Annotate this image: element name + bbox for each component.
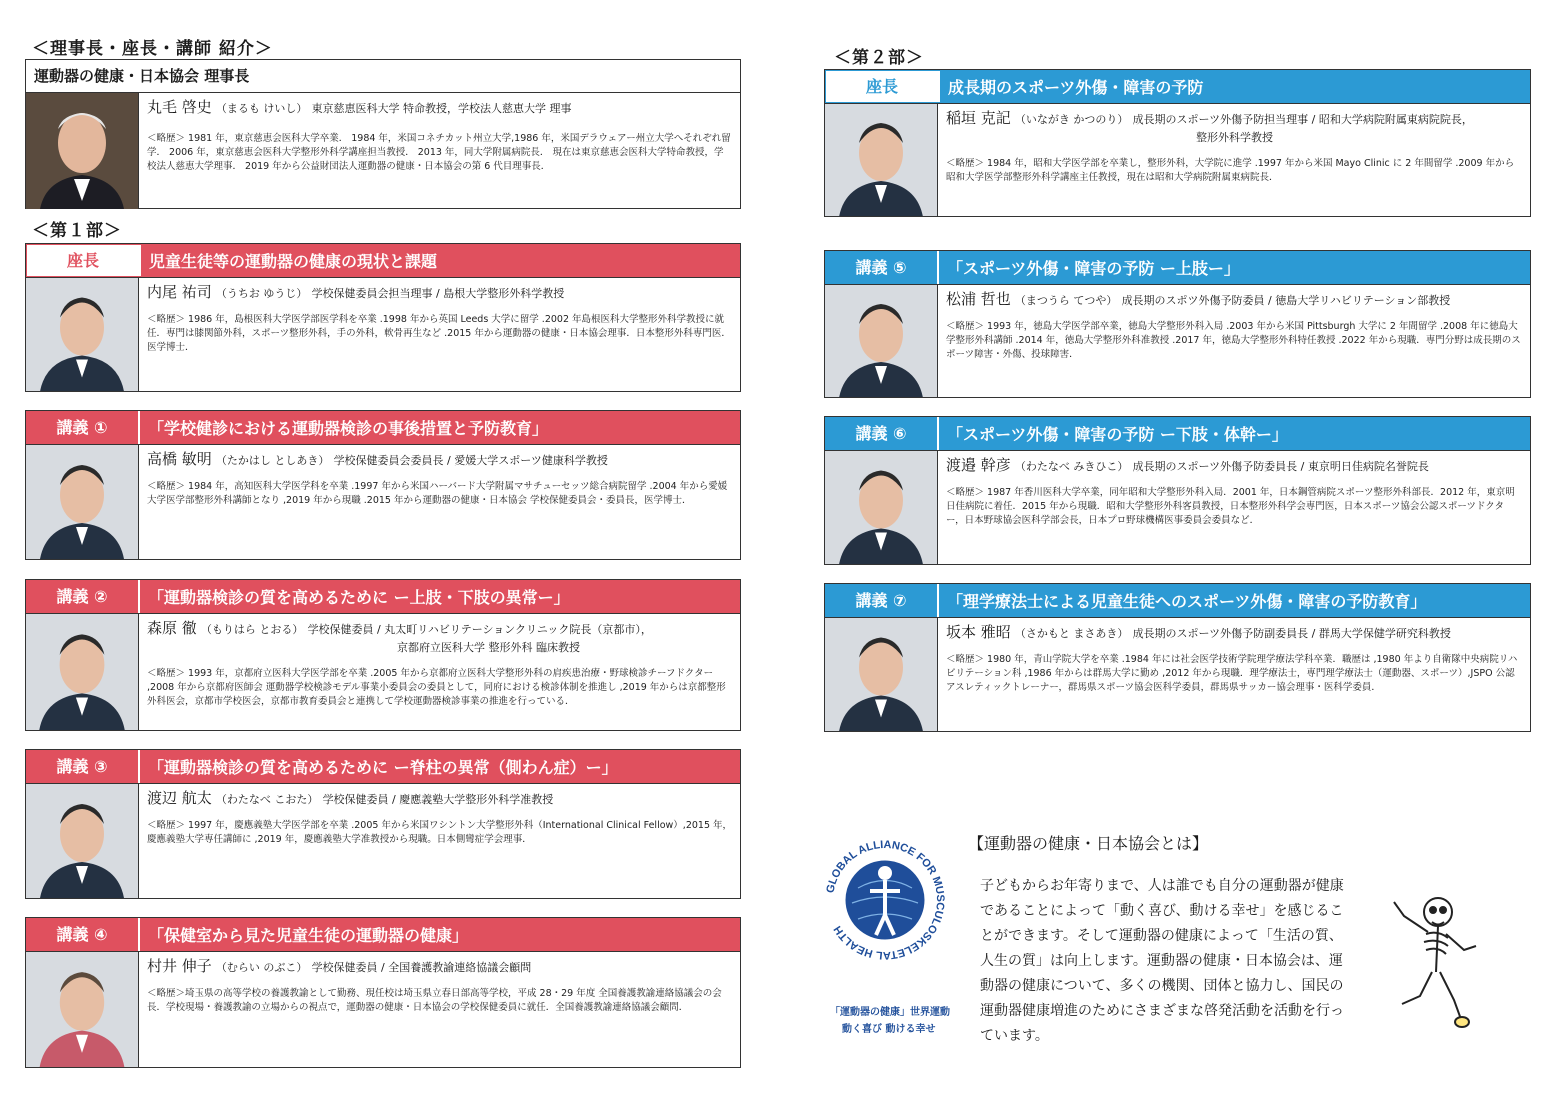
about-line: とができます。そして運動器の健康によって「生活の質、 xyxy=(980,928,1343,944)
session-title: 児童生徒等の運動器の健康の現状と課題 xyxy=(149,252,438,271)
intro-heading: ＜理事長・座長・講師 紹介＞ xyxy=(32,39,273,59)
about-line: 子どもからお年寄りまで、人は誰でも自分の運動器が健康 xyxy=(980,878,1344,894)
about-line: 動器の健康について、多くの機関、団体と協力し、国民の xyxy=(980,978,1344,994)
logo-caption-1: 「運動器の健康」世界運動 xyxy=(830,1007,950,1018)
speaker-reading: （わたなべ こおた） xyxy=(215,793,319,806)
part2-heading: ＜第２部＞ xyxy=(834,48,924,68)
speaker-name: 高橋 敏明 xyxy=(147,450,212,468)
speaker-name: 松浦 哲也 xyxy=(946,290,1011,308)
part1-chair-card xyxy=(25,243,741,392)
speaker-name: 稲垣 克記 xyxy=(946,109,1011,127)
speaker-bio: ＜略歴＞ 1997 年，慶應義塾大学医学部を卒業 .2005 年から米国ワシントン大学整形外科（International Clinical Fellow）,2015 年，慶應義塾大学専任講師に ,2019 年，慶應義塾大学准教授から現職。日本側彎症学会理事． xyxy=(147,820,733,845)
lecture1-card xyxy=(25,410,741,560)
about-line: ています。 xyxy=(980,1028,1049,1044)
speaker-reading: （たかはし としあき） xyxy=(215,454,330,467)
session-title: 「理学療法士による児童生徒へのスポーツ外傷・障害の予防教育」 xyxy=(947,592,1427,611)
speaker-photo xyxy=(825,104,938,216)
speaker-affiliation: 学校保健委員 / 丸太町リハビリテーションクリニック院長（京都市）， xyxy=(307,623,652,636)
lecture4-card xyxy=(25,917,741,1068)
session-tag: 講義 ② xyxy=(26,580,140,613)
session-title: 「スポーツ外傷・障害の予防 ー上肢ー」 xyxy=(947,259,1240,278)
logo-ring-text: GLOBAL ALLIANCE FOR MUSCULOSKELETAL HEALTH xyxy=(824,838,947,962)
chairman-reading: （まるも けいし） xyxy=(215,102,308,115)
speaker-bio: ＜略歴＞ 1980 年，青山学院大学を卒業 .1984 年には社会医学技術学院理学療法学科卒業．職歴は ,1980 年より自衛隊中央病院リハビリテーション科 ,1986 年からは群馬大学に勤め ,2012 年から現職．理学療法士，専門理学療法士（運動器、スポーツ）,JSPO 公認アスレティックトレーナー，群馬県スポーツ協会医科学委員，群馬県サッカー協会理事・医科学委員． xyxy=(946,654,1518,693)
card-header-bar xyxy=(26,244,740,277)
card-header-bar xyxy=(825,70,1530,103)
speaker-affiliation-2: 整形外科学教授 xyxy=(1196,131,1273,144)
speaker-reading: （まつうら てつや） xyxy=(1014,294,1118,307)
speaker-name: 森原 徹 xyxy=(147,619,197,637)
speaker-bio: ＜略歴＞ 1986 年，島根医科大学医学部医学科を卒業 .1998 年から英国 Leeds 大学に留学 .2002 年島根医科大学整形外科学教授に就任．専門は膝関節外科，スポーツ整形外科，手の外科，軟骨再生など .2015 年から運動器の健康・日本協会理事．日本整形外科専門医．医学博士． xyxy=(147,314,731,353)
speaker-affiliation: 成長期のスポーツ外傷予防副委員長 / 群馬大学保健学研究科教授 xyxy=(1132,627,1451,640)
speaker-bio: ＜略歴＞ 1987 年香川医科大学卒業，同年昭和大学整形外科入局．2001 年，日本鋼管病院スポーツ整形外科部長．2012 年，東京明日佳病院に着任．2015 年から現職．昭和大学整形外科客員教授，日本整形外科学会専門医，日本スポーツ協会公認スポーツドクター，日本野球協会医科学部会長，日本プロ野球機構医事委員会委員など． xyxy=(946,487,1515,526)
speaker-name: 渡辺 航太 xyxy=(147,789,212,807)
speaker-photo xyxy=(825,618,938,731)
card-header-bar xyxy=(26,750,740,783)
speaker-photo xyxy=(26,784,139,898)
chairman-photo xyxy=(26,93,139,209)
chairman-affiliation: 東京慈恵医科大学 特命教授，学校法人慈恵大学 理事 xyxy=(311,102,572,115)
about-heading: 【運動器の健康・日本協会とは】 xyxy=(968,834,1209,853)
global-alliance-logo xyxy=(818,833,952,967)
skeleton-mascot-illustration xyxy=(1380,872,1490,1032)
speaker-name: 坂本 雅昭 xyxy=(946,623,1011,641)
about-line: であることによって「動く喜び、動ける幸せ」を感じるこ xyxy=(980,903,1344,919)
speaker-reading: （いながき かつのり） xyxy=(1014,113,1129,126)
session-tag: 座長 xyxy=(826,71,940,102)
chairman-card xyxy=(25,59,741,209)
speaker-photo xyxy=(825,451,938,564)
lecture2-card xyxy=(25,579,741,731)
session-title: 成長期のスポーツ外傷・障害の予防 xyxy=(948,78,1204,97)
speaker-affiliation-2: 京都府立医科大学 整形外科 臨床教授 xyxy=(397,641,580,654)
session-tag: 講義 ④ xyxy=(26,918,140,951)
about-line: 人生の質」は向上します。運動器の健康・日本協会は、運 xyxy=(980,953,1343,969)
lecture7-card xyxy=(824,583,1531,732)
speaker-bio: ＜略歴＞ 1993 年，徳島大学医学部卒業，徳島大学整形外科入局 .2003 年から米国 Pittsburgh 大学に 2 年間留学 .2008 年に徳島大学整形外科講師 .2014 年，徳島大学整形外科准教授 .2017 年，徳島大学整形外科特任教授 .2022 年から現職．専門分野は成長期のスポーツ障害・外傷、投球障害． xyxy=(946,321,1521,360)
card-header-bar xyxy=(825,584,1530,617)
card-header-bar xyxy=(26,918,740,951)
speaker-reading: （うちお ゆうじ） xyxy=(215,287,308,300)
card-header-bar xyxy=(825,251,1530,284)
speaker-photo xyxy=(26,278,139,391)
speaker-reading: （さかもと まさあき） xyxy=(1014,627,1129,640)
speaker-bio: ＜略歴＞ 1993 年，京都府立医科大学医学部を卒業 .2005 年から京都府立医科大学整形外科の肩疾患治療・野球検診チーフドクター ,2008 年から京都府医師会 運動器学校検診モデル事業小委員会の委員として，同府における検診体制を推進し ,2019 年からは京都整形外科医会，京都市学校医会，京都市教育委員会と連携して学校運動器検診事業の推進を行っている． xyxy=(147,668,726,707)
lecture5-card xyxy=(824,250,1531,398)
session-tag: 講義 ③ xyxy=(26,750,140,783)
session-title: 「学校健診における運動器検診の事後措置と予防教育」 xyxy=(148,419,549,438)
session-tag: 座長 xyxy=(27,245,141,276)
speaker-name: 渡邉 幹彦 xyxy=(946,456,1011,474)
speaker-affiliation: 学校保健委員会担当理事 / 島根大学整形外科学教授 xyxy=(311,287,565,300)
logo-caption-2: 動く喜び 動ける幸せ xyxy=(842,1024,936,1035)
speaker-reading: （むらい のぶこ） xyxy=(215,961,308,974)
speaker-bio: ＜略歴＞ 1984 年，高知医科大学医学科を卒業 .1997 年から米国ハーバード大学附属マサチューセッツ総合病院留学 .2004 年から愛媛大学医学部整形外科講師となり ,2019 年から現職 .2015 年から運動器の健康・日本協会 学校保健委員会・委員長，医学博士． xyxy=(147,481,728,506)
session-title: 「保健室から見た児童生徒の運動器の健康」 xyxy=(148,926,469,945)
speaker-photo xyxy=(26,614,139,730)
speaker-photo xyxy=(26,952,139,1067)
lecture3-card xyxy=(25,749,741,899)
speaker-reading: （わたなべ みきひこ） xyxy=(1014,460,1129,473)
chairman-title: 運動器の健康・日本協会 理事長 xyxy=(34,67,250,85)
session-tag: 講義 ① xyxy=(26,411,140,444)
part2-chair-card xyxy=(824,69,1531,217)
speaker-affiliation: 学校保健委員 / 全国養護教諭連絡協議会顧問 xyxy=(311,961,532,974)
speaker-affiliation: 成長期のスポーツ外傷予防担当理事 / 昭和大学病院附属東病院院長， xyxy=(1132,113,1473,126)
session-tag: 講義 ⑥ xyxy=(825,417,939,450)
session-tag: 講義 ⑦ xyxy=(825,584,939,617)
speaker-name: 村井 伸子 xyxy=(147,957,212,975)
about-text xyxy=(980,874,1370,1049)
chairman-bio: ＜略歴＞ 1981 年，東京慈恵会医科大学卒業． 1984 年，米国コネチカット州立大学,1986 年，米国デラウェアー州立大学へそれぞれ留学． 2006 年，東京慈恵会医科大学整形外科学講座担当教授． 2013 年，同大学附属病院長． 現在は東京慈恵会医科大学特命教授，学校法人慈恵大学理事． 2019 年から公益財団法人運動器の健康・日本協会の第 6 代目理事長． xyxy=(147,133,731,172)
card-header-bar xyxy=(825,417,1530,450)
speaker-bio: ＜略歴＞埼玉県の高等学校の養護教諭として勤務、現任校は埼玉県立春日部高等学校，平成 28・29 年度 全国養護教諭連絡協議会の会長．学校現場・養護教諭の立場からの視点で，運動器の健康・日本協会の学校保健委員に就任．全国養護教諭連絡協議会顧問． xyxy=(147,988,722,1013)
speaker-photo xyxy=(26,445,139,559)
lecture6-card xyxy=(824,416,1531,565)
speaker-affiliation: 成長期のスポツ外傷予防委員 / 徳島大学リハビリテーション部教授 xyxy=(1121,294,1451,307)
speaker-reading: （もりはら とおる） xyxy=(200,623,304,636)
speaker-affiliation: 学校保健委員 / 慶應義塾大学整形外科学准教授 xyxy=(322,793,554,806)
speaker-affiliation: 成長期のスポーツ外傷予防委員長 / 東京明日佳病院名誉院長 xyxy=(1132,460,1429,473)
speaker-affiliation: 学校保健委員会委員長 / 愛媛大学スポーツ健康科学教授 xyxy=(333,454,608,467)
session-tag: 講義 ⑤ xyxy=(825,251,939,284)
speaker-name: 内尾 祐司 xyxy=(147,283,212,301)
speaker-photo xyxy=(825,285,938,397)
session-title: 「運動器検診の質を高めるために ー上肢・下肢の異常ー」 xyxy=(148,588,570,607)
part1-heading: ＜第１部＞ xyxy=(32,221,122,241)
session-title: 「運動器検診の質を高めるために ー脊柱の異常（側わん症）ー」 xyxy=(148,758,618,777)
about-line: 運動器健康増進のためにさまざまな啓発活動を活動を行っ xyxy=(980,1003,1344,1019)
card-header-bar xyxy=(26,580,740,613)
session-title: 「スポーツ外傷・障害の予防 ー下肢・体幹ー」 xyxy=(947,425,1288,444)
speaker-bio: ＜略歴＞ 1984 年，昭和大学医学部を卒業し，整形外科，大学院に進学 .1997 年から米国 Mayo Clinic に 2 年間留学 .2009 年から昭和大学医学部整形外科学講座主任教授，現在は昭和大学病院附属東病院長． xyxy=(946,158,1515,183)
chairman-name: 丸毛 啓史 xyxy=(147,98,212,116)
card-header-bar xyxy=(26,411,740,444)
